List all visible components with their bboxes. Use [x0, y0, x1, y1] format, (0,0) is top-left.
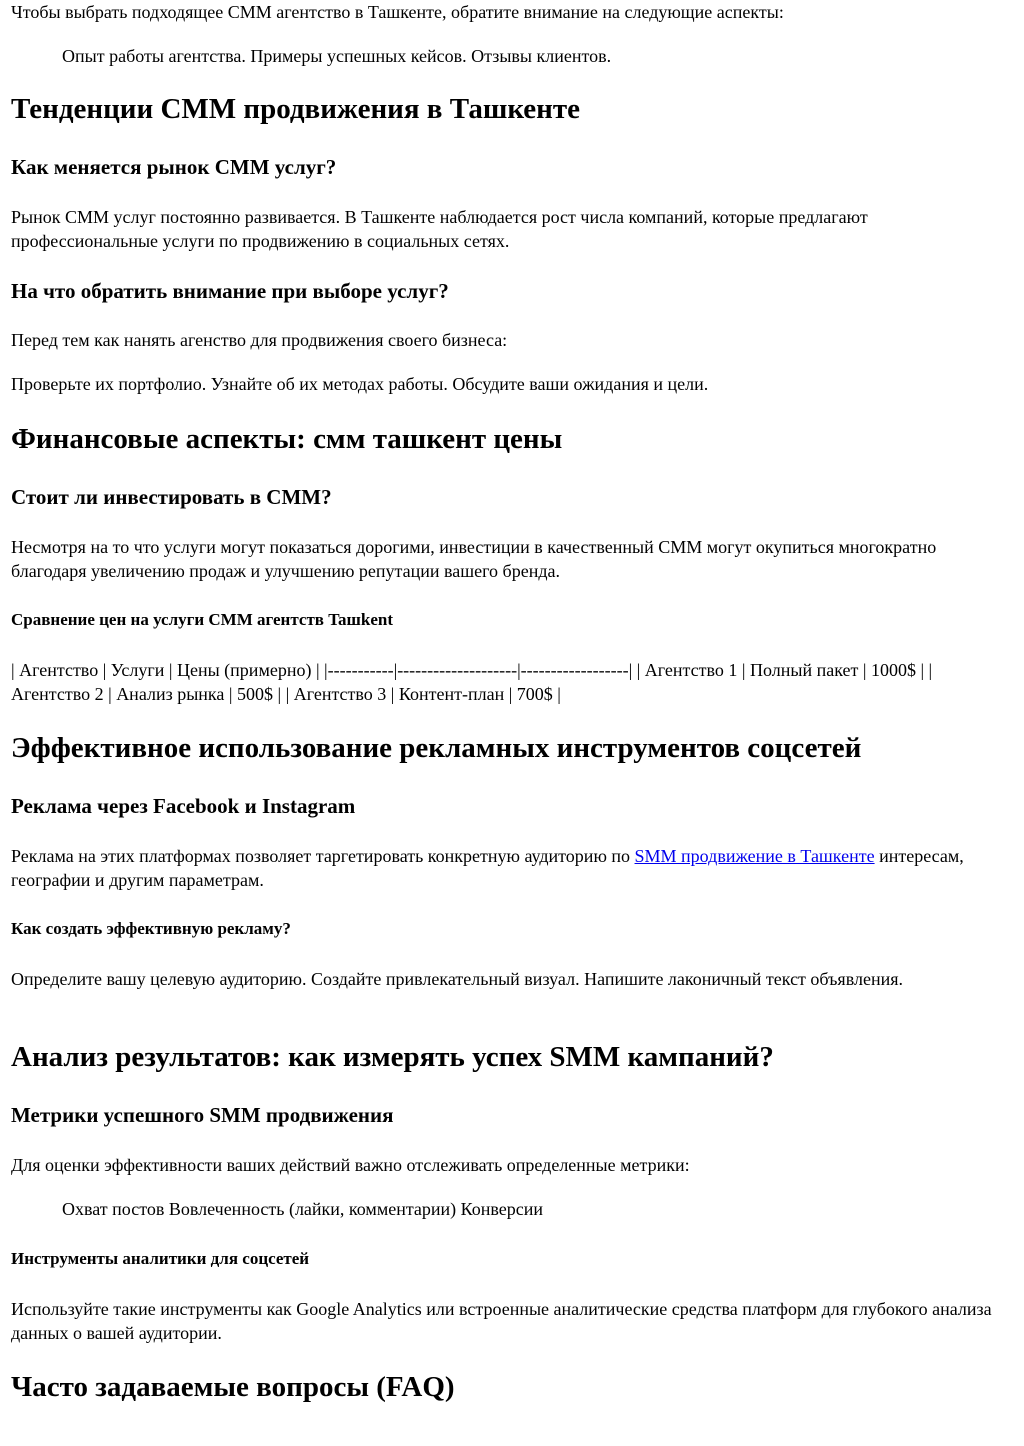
paragraph-effective-ads: Определите вашу целевую аудиторию. Создайте привлекательный визуал. Напишите лаконичный текст объявления. [11, 969, 903, 989]
metrics-list: Охват постов Вовлеченность (лайки, комментарии) Конверсии [62, 1199, 544, 1219]
heading-faq: Часто задаваемые вопросы (FAQ) [11, 1371, 455, 1403]
subheading-facebook-instagram: Реклама через Facebook и Instagram [11, 794, 356, 818]
paragraph-before-hiring: Перед тем как нанять агенство для продвижения своего бизнеса: [11, 330, 508, 350]
subheading-metrics: Метрики успешного SMM продвижения [11, 1103, 394, 1127]
heading-trends: Тенденции СММ продвижения в Ташкенте [11, 93, 580, 125]
subheading-price-comparison: Сравнение цен на услуги СММ агентств Taшkent [11, 610, 393, 629]
paragraph-invest: Несмотря на то что услуги могут показаться дорогими, инвестиции в качественный СММ могут окупиться многократно благодаря увеличению продаж и улучшению репутации вашего бренда. [11, 537, 937, 581]
price-table-text: | Агентство | Услуги | Цены (примерно) | |-----------|--------------------|------------------| | Агентство 1 | Полный пакет | 1000$ | | Агентство 2 | Анализ рынка | 500$ | | Агентство 3 | Контент-план | 700$ | [11, 660, 933, 704]
subheading-invest: Стоит ли инвестировать в СММ? [11, 485, 332, 509]
ads-text-after: интересам, географии и другим параметрам. [11, 846, 964, 890]
paragraph-check-portfolio: Проверьте их портфолио. Узнайте об их методах работы. Обсудите ваши ожидания и цели. [11, 374, 709, 394]
paragraph-ads-platforms [11, 844, 1011, 892]
intro-list: Опыт работы агентства. Примеры успешных кейсов. Отзывы клиентов. [62, 46, 612, 66]
ads-text-before: Реклама на этих платформах позволяет таргетировать конкретную аудиторию по [11, 846, 635, 866]
paragraph-metrics: Для оценки эффективности ваших действий важно отслеживать определенные метрики: [11, 1155, 690, 1175]
subheading-choose-services: На что обратить внимание при выборе услуг? [11, 279, 449, 303]
paragraph-analytics-tools: Используйте такие инструменты как Google Analytics или встроенные аналитические средства платформ для глубокого анализа данных о вашей аудитории. [11, 1299, 992, 1343]
smm-tashkent-link[interactable]: SMM продвижение в Ташкенте [634, 846, 875, 866]
heading-analysis: Анализ результатов: как измерять успех SMM кампаний? [11, 1041, 774, 1073]
paragraph-market-changes: Рынок СММ услуг постоянно развивается. В Ташкенте наблюдается рост числа компаний, которые предлагают профессиональные услуги по продвижению в социальных сетях. [11, 207, 868, 251]
heading-finance: Финансовые аспекты: смм ташкент цены [11, 423, 563, 455]
heading-ads: Эффективное использование рекламных инструментов соцсетей [11, 732, 862, 764]
subheading-market-changes: Как меняется рынок СММ услуг? [11, 155, 337, 179]
subheading-analytics-tools: Инструменты аналитики для соцсетей [11, 1249, 310, 1268]
intro-text: Чтобы выбрать подходящее СММ агентство в Ташкенте, обратите внимание на следующие аспекты: [11, 2, 784, 22]
subheading-effective-ads: Как создать эффективную рекламу? [11, 919, 291, 938]
